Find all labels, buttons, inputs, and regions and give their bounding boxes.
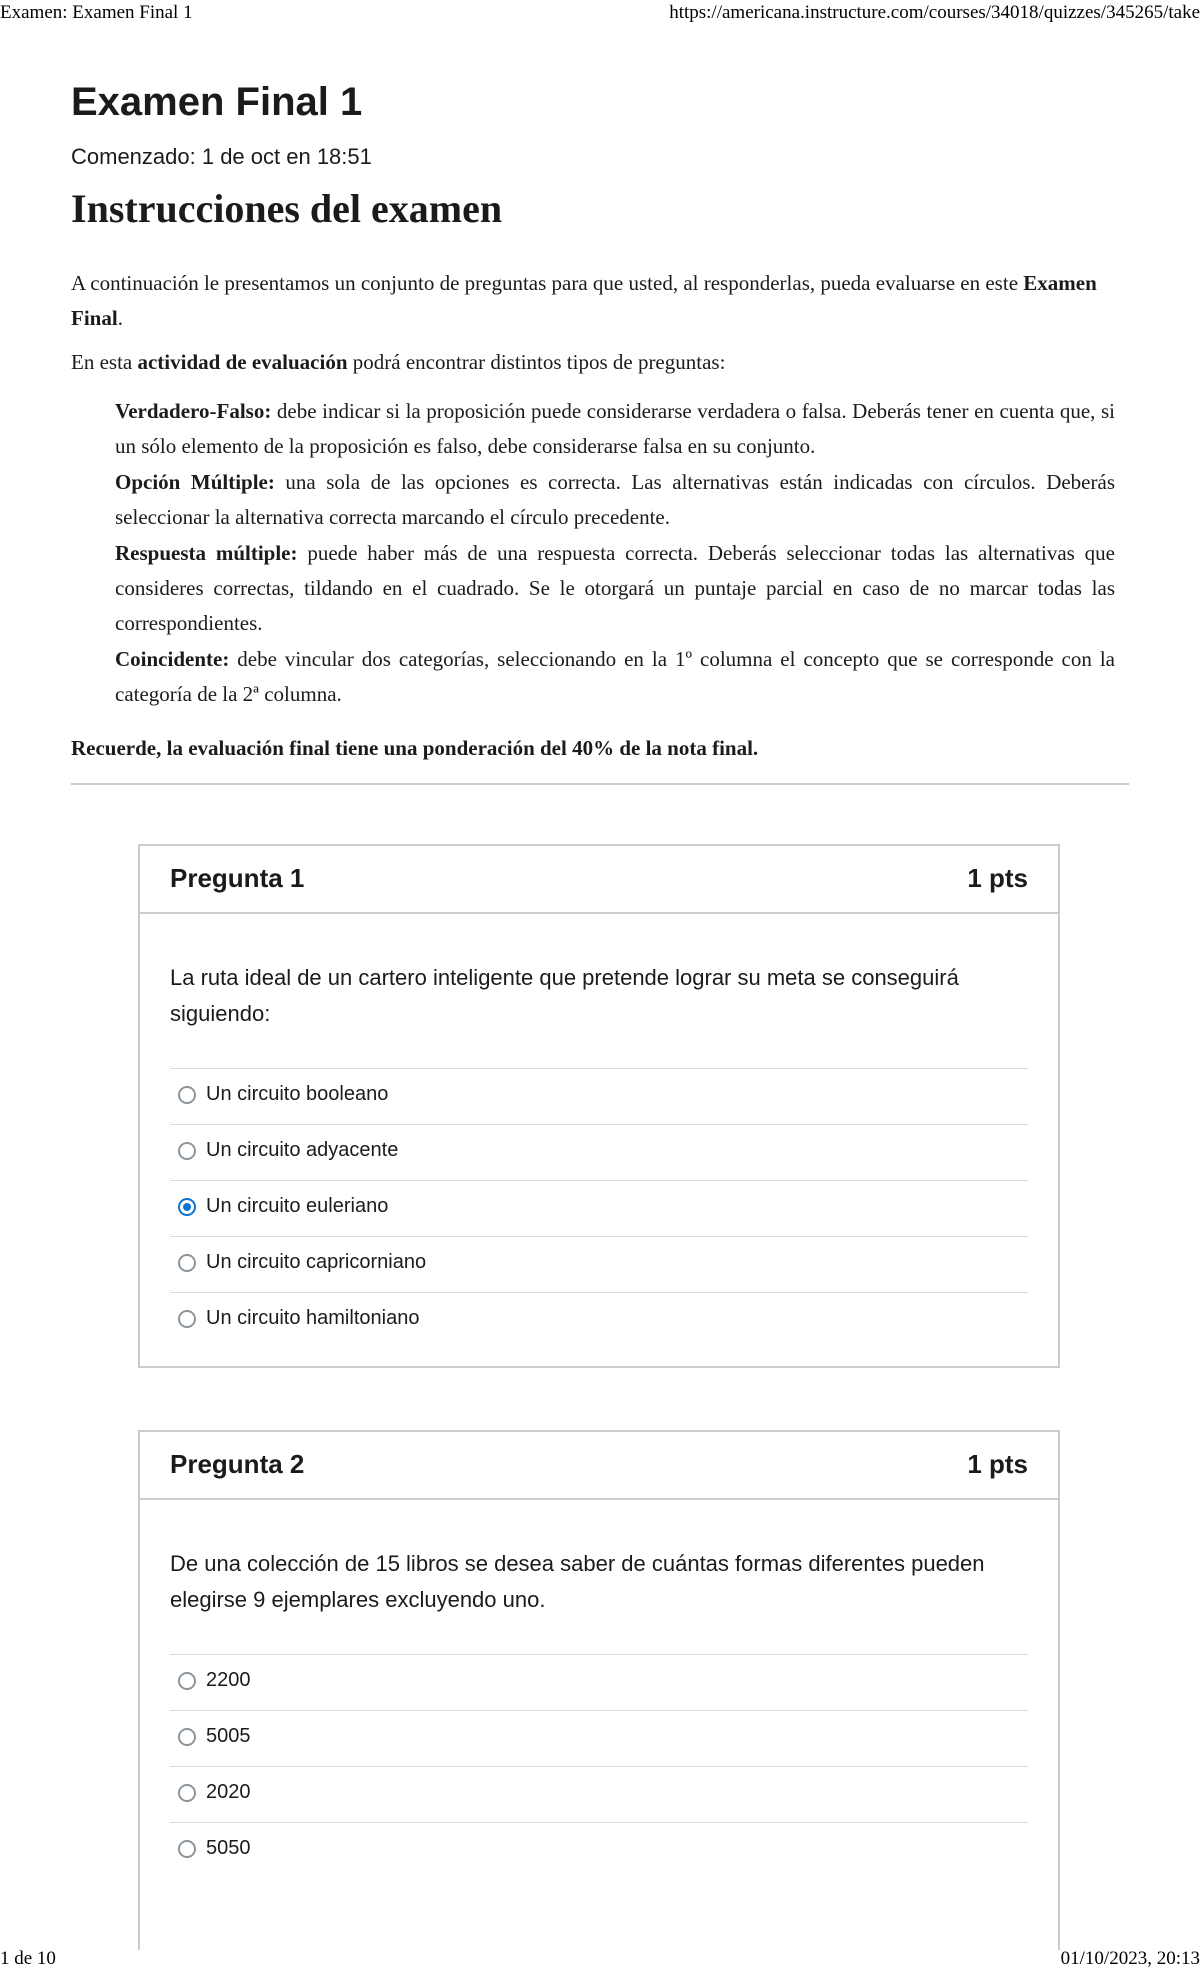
answer-label: Un circuito euleriano (206, 1195, 389, 1217)
answer-label: Un circuito capricorniano (206, 1251, 427, 1273)
answer-option[interactable] (170, 1124, 1028, 1180)
quiz-started-time: Comenzado: 1 de oct en 18:51 (71, 144, 372, 169)
radio-button[interactable] (178, 1310, 196, 1328)
answer-label: 2200 (206, 1669, 251, 1691)
question-type-description: debe indicar si la proposición puede considerarse verdadera o falsa. Deberás tener en cuenta que, si un sólo elemento de la proposición es falso, debe considerarse falsa en su conjunto. (115, 399, 1115, 458)
page-counter: 1 de 10 (0, 1948, 56, 1969)
intro-end: . (117, 306, 123, 330)
answer-label: 5050 (206, 1837, 251, 1859)
question-type-item (115, 465, 1115, 535)
question-text: De una colección de 15 libros se desea saber de cuántas formas diferentes pueden elegirse 9 ejemplares excluyendo uno. (170, 1551, 985, 1612)
question-title: Pregunta 2 (170, 1449, 305, 1479)
question-type-description: una sola de las opciones es correcta. Las alternativas están indicadas con círculos. Deberás seleccionar la alternativa correcta marcando el círculo precedente. (115, 470, 1115, 529)
question-types-list (115, 394, 1115, 712)
answer-option[interactable] (170, 1236, 1028, 1292)
types-intro-end: podrá encontrar distintos tipos de preguntas: (347, 350, 726, 374)
question-header (140, 846, 1058, 914)
question-type-description: puede haber más de una respuesta correcta. Deberás seleccionar todas las alternativas que consideres correctas, tildando en el cuadrado. Se le otorgará un puntaje parcial en caso de no marcar todas las correspondientes. (115, 541, 1115, 635)
radio-button[interactable] (178, 1086, 196, 1104)
section-divider (71, 783, 1129, 785)
question-title: Pregunta 1 (170, 863, 305, 893)
intro-bold: Examen Final (71, 271, 1097, 330)
radio-button[interactable] (178, 1254, 196, 1272)
question-type-name: Opción Múltiple: (115, 470, 275, 494)
answer-list (170, 1654, 1028, 1878)
answer-option[interactable] (170, 1766, 1028, 1822)
instructions-types-intro (71, 345, 1129, 380)
question-header (140, 1432, 1058, 1500)
question-text: La ruta ideal de un cartero inteligente que pretende lograr su meta se conseguirá siguiendo: (170, 965, 959, 1026)
instructions-title: Instrucciones del examen (71, 186, 503, 231)
grading-reminder: Recuerde, la evaluación final tiene una ponderación del 40% de la nota final. (71, 736, 759, 760)
answer-label: Un circuito hamiltoniano (206, 1307, 420, 1329)
print-footer (0, 1946, 1200, 1976)
answer-label: Un circuito adyacente (206, 1139, 399, 1161)
radio-button[interactable] (178, 1840, 196, 1858)
question-type-item (115, 642, 1115, 712)
question-type-description: debe vincular dos categorías, seleccionando en la 1º columna el concepto que se corresponde con la categoría de la 2ª columna. (115, 647, 1115, 706)
radio-button[interactable] (178, 1142, 196, 1160)
radio-button[interactable] (178, 1728, 196, 1746)
question-type-name: Coincidente: (115, 647, 230, 671)
print-header (0, 0, 1200, 30)
quiz-title: Examen Final 1 (71, 80, 363, 124)
answer-option[interactable] (170, 1292, 1028, 1348)
print-header-url: https://americana.instructure.com/courses/34018/quizzes/345265/take (669, 2, 1200, 23)
answer-option[interactable] (170, 1654, 1028, 1710)
question-1 (138, 844, 1060, 1368)
types-intro-text: En esta (71, 350, 138, 374)
question-type-name: Respuesta múltiple: (115, 541, 298, 565)
answer-option[interactable] (170, 1710, 1028, 1766)
question-points: 1 pts (967, 1449, 1028, 1479)
answer-label: 2020 (206, 1781, 251, 1803)
question-2 (138, 1430, 1060, 1950)
print-datetime: 01/10/2023, 20:13 (1060, 1948, 1200, 1969)
intro-text: A continuación le presentamos un conjunto de preguntas para que usted, al responderlas, pueda evaluarse en este (71, 271, 1024, 295)
answer-label: 5005 (206, 1725, 251, 1747)
question-points: 1 pts (967, 863, 1028, 893)
types-intro-bold: actividad de evaluación (137, 350, 348, 374)
question-type-name: Verdadero-Falso: (115, 399, 272, 423)
answer-list (170, 1068, 1028, 1348)
answer-option[interactable] (170, 1822, 1028, 1878)
answer-label: Un circuito booleano (206, 1083, 389, 1105)
quiz-content (71, 72, 1129, 785)
answer-option[interactable] (170, 1068, 1028, 1124)
answer-option[interactable] (170, 1180, 1028, 1236)
radio-button-selected[interactable] (178, 1198, 196, 1216)
question-type-item (115, 394, 1115, 464)
instructions-intro (71, 266, 1129, 336)
radio-button[interactable] (178, 1672, 196, 1690)
question-type-item (115, 536, 1115, 641)
print-header-title: Examen: Examen Final 1 (0, 2, 193, 23)
radio-button[interactable] (178, 1784, 196, 1802)
